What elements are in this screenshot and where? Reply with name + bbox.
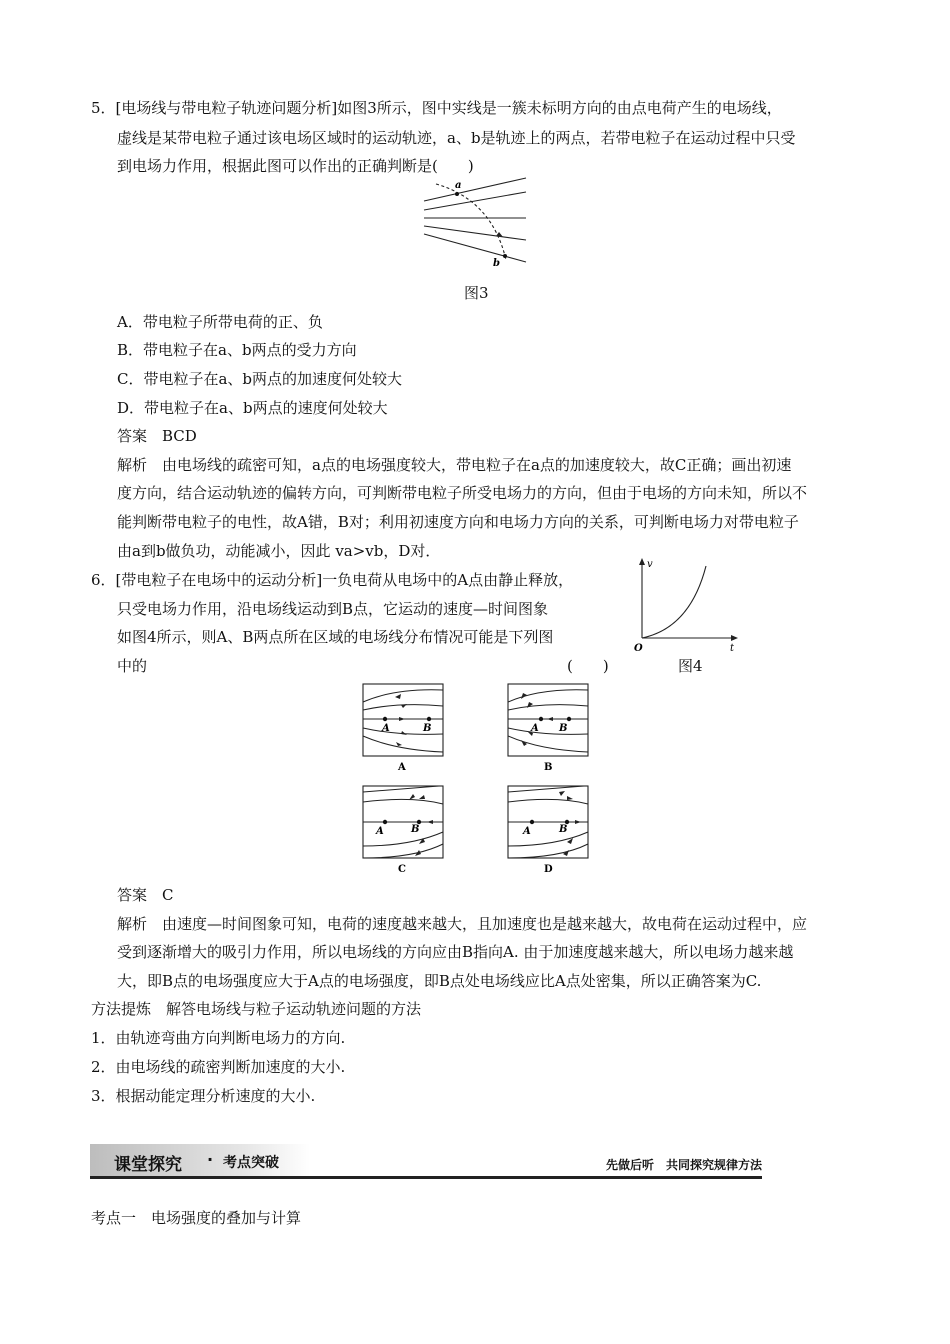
t-axis-label: t [730,643,735,654]
q5-analysis-line: 能判断带电粒子的电性，故A错，B对；利用初速度方向和电场力方向的关系，可判断电场力对带电粒子 [117,513,799,531]
q5-analysis-line: 解析 由电场线的疏密可知，a点的电场强度较大，带电粒子在a点的加速度较大，故C正确；画出初速 [117,456,792,474]
diagram-d-point-a: A [523,826,531,837]
label-a: a [455,180,462,191]
diagram-b-point-b: B [559,723,568,734]
topic-1-heading: 考点一 电场强度的叠加与计算 [91,1209,302,1227]
method-title: 方法提炼 解答电场线与粒子运动轨迹问题的方法 [91,1000,422,1018]
section-divider [90,1176,762,1179]
q5-analysis-line: 由a到b做负功，动能减小，因此 va>vb，D对． [117,542,441,560]
vt-curve [642,566,706,638]
point-b-dot [503,254,507,258]
section-right-text: 先做后听 共同探究规律方法 [605,1158,762,1172]
q5-option-d: D．带电粒子在a、b两点的速度何处较大 [117,399,388,417]
q6-line3: 如图4所示，则A、B两点所在区域的电场线分布情况可能是下列图 [117,628,554,646]
method-item: 3．根据动能定理分析速度的大小. [91,1087,316,1105]
section-dot: · [207,1150,214,1169]
choice-diagrams [355,678,595,878]
q5-option-b: B．带电粒子在a、b两点的受力方向 [117,341,357,359]
figure-4-caption: 图4 [678,657,703,675]
section-header-bar [90,1144,762,1180]
q6-blank: ( ) [567,657,609,675]
origin-label: O [634,643,643,654]
q5-line2: 虚线是某带电粒子通过该电场区域时的运动轨迹，a、b是轨迹上的两点，若带电粒子在运动过程中只受 [117,129,796,147]
q6-analysis-line: 解析 由速度—时间图象可知，电荷的速度越来越大，且加速度也是越来越大，故电荷在运动过程中，应 [117,915,808,933]
q6-line1: 6．[带电粒子在电场中的运动分析]一负电荷从电场中的A点由静止释放， [91,571,574,589]
q5-line3: 到电场力作用，根据此图可以作出的正确判断是( ) [117,157,474,175]
diagram-c-label: C [398,864,406,875]
figure-3-caption: 图3 [464,284,489,302]
diagram-a-point-a: A [382,723,390,734]
method-item: 2．由电场线的疏密判断加速度的大小. [91,1058,346,1076]
diagram-d [508,786,588,875]
v-axis-arrow-icon [639,558,645,565]
diagram-a [363,684,443,773]
diagram-d-point-b: B [559,824,568,835]
field-lines [424,178,526,262]
q6-analysis-line: 大，即B点的电场强度应大于A点的电场强度，即B点处电场线应比A点处密集，所以正确答案为C. [117,972,762,990]
diagram-b-point-a: A [531,723,539,734]
q6-line2: 只受电场力作用，沿电场线运动到B点，它运动的速度—时间图象 [117,600,549,618]
diagram-c-point-a: A [376,826,384,837]
diagram-d-label: D [544,864,553,875]
diagram-a-point-b: B [423,723,432,734]
q5-answer: 答案 BCD [117,427,197,445]
point-a-dot [455,192,459,196]
figure-4-vt-graph [630,556,740,652]
q5-option-a: A．带电粒子所带电荷的正、负 [117,313,323,331]
figure-3 [420,174,532,268]
q6-answer: 答案 C [117,886,174,904]
t-axis-arrow-icon [731,635,738,641]
section-subtitle: 考点突破 [223,1155,279,1171]
diagram-c-point-b: B [411,824,420,835]
method-item: 1．由轨迹弯曲方向判断电场力的方向. [91,1029,346,1047]
q6-line4: 中的 [117,657,148,675]
q6-analysis-line: 受到逐渐增大的吸引力作用，所以电场线的方向应由B指向A. 由于加速度越来越大，所以电场力越来越 [117,943,794,961]
diagram-a-label: A [398,762,406,773]
q5-option-c: C．带电粒子在a、b两点的加速度何处较大 [117,370,403,388]
label-b: b [493,258,500,269]
diagram-c [363,786,443,875]
q5-line1: 5．[电场线与带电粒子轨迹问题分析]如图3所示，图中实线是一簇未标明方向的由点电荷产生的电场线， [91,99,782,117]
diagram-b [508,684,588,773]
section-title: 课堂探究 [114,1155,182,1175]
q5-analysis-line: 度方向，结合运动轨迹的偏转方向，可判断带电粒子所受电场力的方向，但由于电场的方向未知，所以不 [117,484,808,502]
v-axis-label: v [647,559,653,570]
diagram-b-label: B [544,762,553,773]
